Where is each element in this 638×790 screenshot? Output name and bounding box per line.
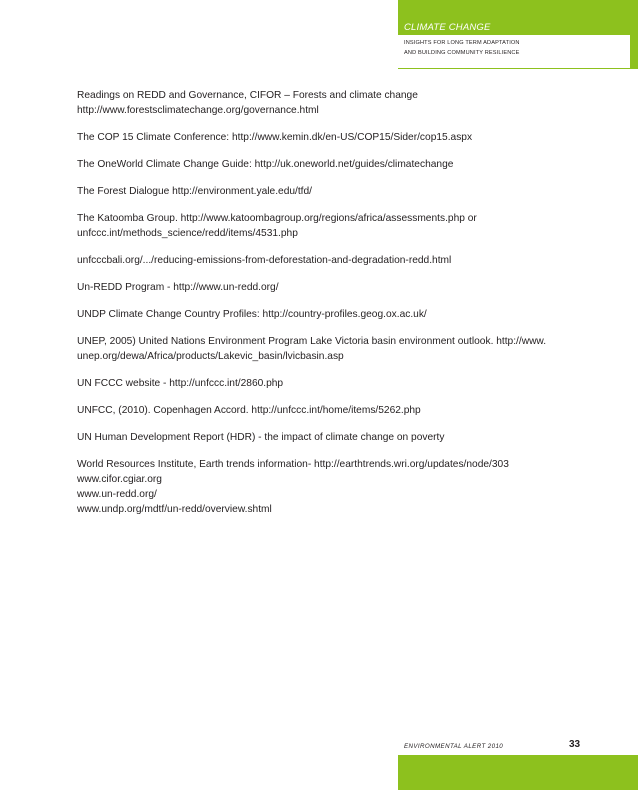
reference-entry: [77, 307, 602, 322]
reference-line: UN Human Development Report (HDR) - the impact of climate change on poverty: [77, 432, 445, 443]
reference-entry: [77, 88, 602, 118]
reference-line: The OneWorld Climate Change Guide: http://uk.oneworld.net/guides/climatechange: [77, 159, 454, 170]
header-right-strip: [630, 35, 638, 69]
reference-line: unfccc.int/methods_science/redd/items/4531.php: [77, 228, 298, 239]
reference-entry: [77, 211, 602, 241]
reference-line: UNFCC, (2010). Copenhagen Accord. http://unfccc.int/home/items/5262.php: [77, 405, 421, 416]
reference-line: UNDP Climate Change Country Profiles: http://country-profiles.geog.ox.ac.uk/: [77, 309, 427, 320]
reference-entry: [77, 457, 602, 517]
reference-line: UN FCCC website - http://unfccc.int/2860.php: [77, 378, 284, 389]
reference-entry: [77, 376, 602, 391]
reference-line: UNEP, 2005) United Nations Environment Program Lake Victoria basin environment outlook. http://www.: [77, 336, 547, 347]
header-title: CLIMATE CHANGE: [404, 22, 491, 33]
reference-line: unfcccbali.org/.../reducing-emissions-from-deforestation-and-degradation-redd.html: [77, 255, 452, 266]
reference-list: [77, 88, 602, 529]
footer-label: ENVIRONMENTAL ALERT 2010: [404, 743, 504, 750]
reference-line: www.undp.org/mdtf/un-redd/overview.shtml: [77, 504, 272, 515]
reference-entry: [77, 403, 602, 418]
reference-entry: [77, 184, 602, 199]
header-rule: [398, 68, 638, 69]
page-number: 33: [569, 739, 581, 750]
reference-line: unep.org/dewa/Africa/products/Lakevic_basin/lvicbasin.asp: [77, 351, 344, 362]
reference-line: www.un-redd.org/: [77, 489, 157, 500]
reference-entry: [77, 430, 602, 445]
reference-line: World Resources Institute, Earth trends information- http://earthtrends.wri.org/updates/node/303: [77, 459, 509, 470]
reference-line: Readings on REDD and Governance, CIFOR – Forests and climate change: [77, 90, 418, 101]
reference-line: http://www.forestsclimatechange.org/governance.html: [77, 105, 319, 116]
reference-line: The COP 15 Climate Conference: http://www.kemin.dk/en-US/COP15/Sider/cop15.aspx: [77, 132, 473, 143]
reference-line: The Forest Dialogue http://environment.yale.edu/tfd/: [77, 186, 313, 197]
header-subtitle-line-1: INSIGHTS FOR LONG TERM ADAPTATION: [404, 40, 520, 46]
reference-line: www.cifor.cgiar.org: [77, 474, 162, 485]
reference-entry: [77, 253, 602, 268]
reference-entry: [77, 157, 602, 172]
header-subtitle-line-2: AND BUILDING COMMUNITY RESILIENCE: [404, 50, 520, 56]
reference-line: Un-REDD Program - http://www.un-redd.org/: [77, 282, 279, 293]
reference-entry: [77, 280, 602, 295]
reference-entry: [77, 130, 602, 145]
reference-line: The Katoomba Group. http://www.katoombagroup.org/regions/africa/assessments.php or: [77, 213, 477, 224]
footer-band: [398, 756, 638, 790]
reference-entry: [77, 334, 602, 364]
